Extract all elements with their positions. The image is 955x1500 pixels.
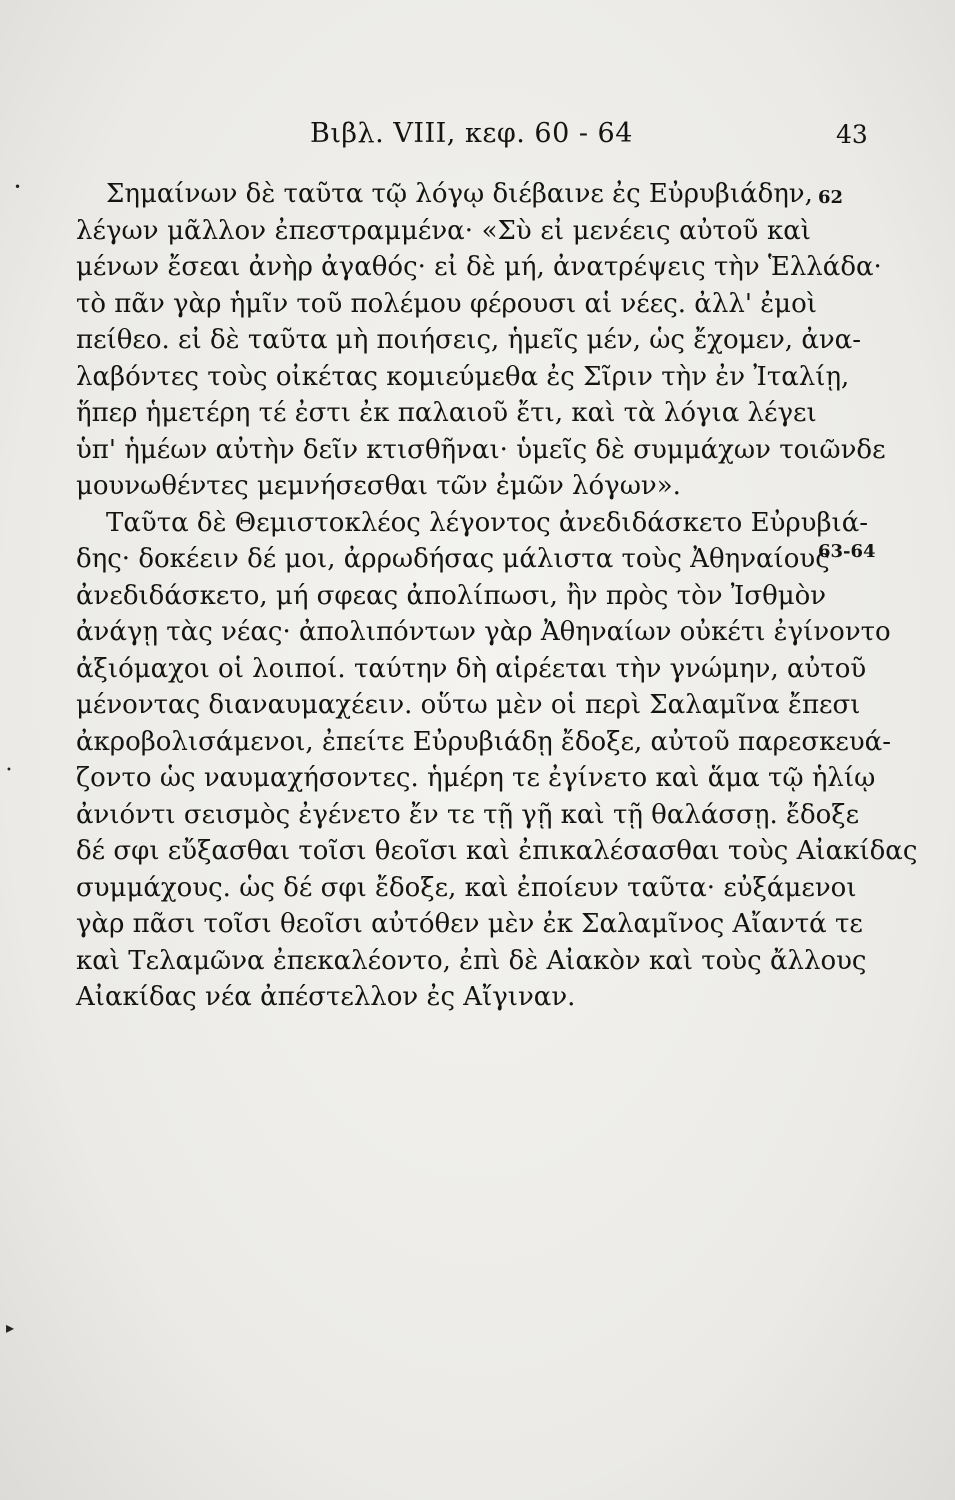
text-line: μένων ἔσεαι ἀνὴρ ἀγαθός· εἰ δὲ μή, ἀνατρέψεις τὴν Ἑλλάδα·	[76, 252, 882, 282]
text-line: καὶ Τελαμῶνα ἐπεκαλέοντο, ἐπὶ δὲ Αἰακὸν καὶ τοὺς ἄλλους	[76, 945, 867, 976]
text-line: λέγων μᾶλλον ἐπεστραμμένα· «Σὺ εἰ μενέεις αὐτοῦ καὶ	[76, 215, 811, 246]
running-head: Βιβλ. VIII, κεφ. 60 - 64	[310, 118, 633, 149]
text-line: ζοντο ὡς ναυμαχήσοντες. ἡμέρη τε ἐγίνετο καὶ ἅμα τῷ ἡλίῳ	[76, 763, 876, 793]
text-line: Αἰακίδας νέα ἀπέστελλον ἐς Αἴγιναν.	[76, 982, 576, 1012]
text-line: τὸ πᾶν γὰρ ἡμῖν τοῦ πολέμου φέρουσι αἱ νέες. ἀλλ' ἐμοὶ	[76, 288, 817, 319]
text-line: ἀνιόντι σεισμὸς ἐγένετο ἔν τε τῇ γῇ καὶ τῇ θαλάσσῃ. ἔδοξε	[76, 799, 860, 830]
text-line: πείθεο. εἰ δὲ ταῦτα μὴ ποιήσεις, ἡμεῖς μέν, ὡς ἔχομεν, ἀνα-	[76, 325, 862, 355]
scan-speck: •	[6, 765, 12, 776]
page-header	[0, 114, 955, 154]
page-number: 43	[836, 120, 868, 149]
text-line: μένοντας διαναυμαχέειν. οὕτω μὲν οἱ περὶ Σαλαμῖνα ἔπεσι	[76, 690, 861, 720]
margin-note-chapter-62: 62	[818, 187, 844, 208]
text-line: γὰρ πᾶσι τοῖσι θεοῖσι αὐτόθεν μὲν ἐκ Σαλαμῖνος Αἴαντά τε	[76, 909, 863, 939]
text-line: Ταῦτα δὲ Θεμιστοκλέος λέγοντος ἀνεδιδάσκετο Εὐρυβιά-	[106, 507, 869, 538]
text-line: δέ σφι εὔξασθαι τοῖσι θεοῖσι καὶ ἐπικαλέσασθαι τοὺς Αἰακίδας	[76, 836, 918, 866]
text-line: ἥπερ ἡμετέρη τέ ἐστι ἐκ παλαιοῦ ἔτι, καὶ τὰ λόγια λέγει	[76, 398, 817, 428]
scan-speck: •	[14, 180, 22, 194]
scan-speck: ▸	[6, 1318, 15, 1337]
text-line: ἀνάγῃ τὰς νέας· ἀπολιπόντων γὰρ Ἀθηναίων οὐκέτι ἐγίνοντο	[76, 617, 891, 647]
text-line: συμμάχους. ὡς δέ σφι ἔδοξε, καὶ ἐποίευν ταῦτα· εὐξάμενοι	[76, 872, 857, 903]
text-line: μουνωθέντες μεμνήσεσθαι τῶν ἐμῶν λόγων».	[76, 471, 681, 501]
text-line: ἀκροβολισάμενοι, ἐπείτε Εὐρυβιάδῃ ἔδοξε, αὐτοῦ παρεσκευά-	[76, 726, 892, 757]
margin-note-chapter-63-64: 63-64	[818, 541, 876, 562]
text-line: Σημαίνων δὲ ταῦτα τῷ λόγῳ διέβαινε ἐς Εὐρυβιάδην,	[106, 179, 813, 209]
text-line: λαβόντες τοὺς οἰκέτας κομιεύμεθα ἐς Σῖριν τὴν ἐν Ἰταλίῃ,	[76, 361, 850, 392]
text-line: ἀνεδιδάσκετο, μή σφεας ἀπολίπωσι, ἢν πρὸς τὸν Ἰσθμὸν	[76, 580, 827, 611]
text-line: ὑπ' ἡμέων αὐτὴν δεῖν κτισθῆναι· ὑμεῖς δὲ συμμάχων τοιῶνδε	[76, 434, 886, 465]
text-line: ἀξιόμαχοι οἱ λοιποί. ταύτην δὴ αἱρέεται τὴν γνώμην, αὐτοῦ	[76, 653, 867, 684]
text-line: δης· δοκέειν δέ μοι, ἀρρωδήσας μάλιστα τοὺς Ἀθηναίους	[76, 544, 830, 574]
